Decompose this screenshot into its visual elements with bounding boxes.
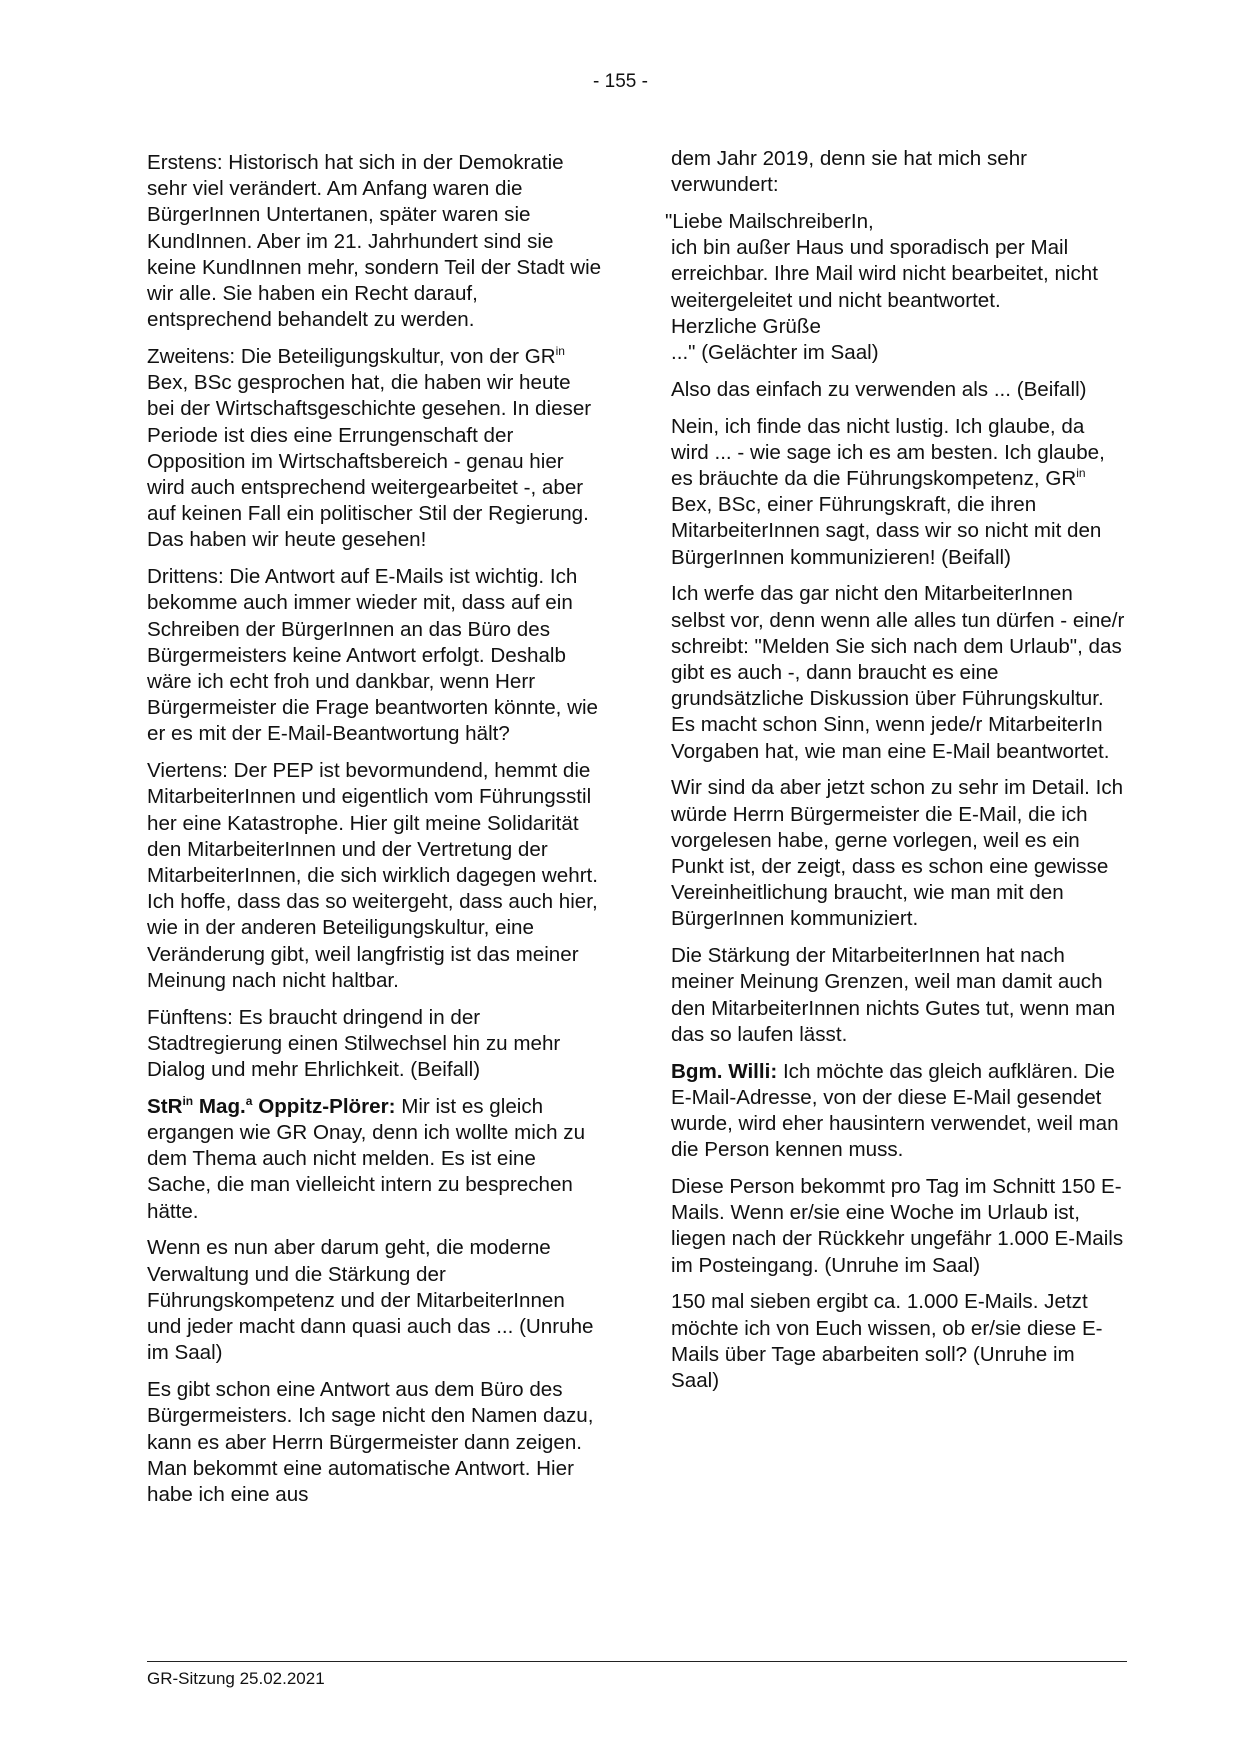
superscript: in — [1076, 466, 1086, 481]
right-column — [665, 146, 1127, 1405]
quote-line: Herzliche Grüße — [671, 314, 821, 338]
text-run: Oppitz-Plörer: — [252, 1094, 396, 1118]
paragraph-staerkung: Die Stärkung der MitarbeiterInnen hat nach meiner Meinung Grenzen, weil man damit auch den MitarbeiterInnen nichts Gutes tut, wenn man das so laufen lässt. — [671, 944, 1116, 1046]
text-run: Nein, ich finde das nicht lustig. Ich glaube, da wird ... - wie sage ich es am besten. Ich glaube, es bräuchte da die Führungskompetenz, GR — [671, 414, 1105, 491]
text-run: Mag. — [193, 1094, 246, 1118]
paragraph-drittens: Drittens: Die Antwort auf E-Mails ist wichtig. Ich bekomme auch immer wieder mit, dass auf ein Schreiben der BürgerInnen an das Büro des Bürgermeisters keine Antwort erfolgt. Deshalb wäre ich echt froh und dankbar, wenn Herr Bürgermeister die Frage beantworten könnte, wie er es mit der E-Mail-Beantwortung hält? — [147, 565, 599, 746]
quote-line: ..." (Gelächter im Saal) — [671, 341, 879, 365]
superscript: in — [555, 344, 565, 359]
footer-session-label: GR-Sitzung 25.02.2021 — [147, 1669, 325, 1688]
paragraph-ich-werfe: Ich werfe das gar nicht den MitarbeiterInnen selbst vor, denn wenn alle alles tun dürfen - eine/r schreibt: "Melden Sie sich nach dem Urlaub", das gibt es auch -, dann braucht es eine grundsätzliche Diskussion über Führungskultur. Es macht schon Sinn, wenn jede/r MitarbeiterIn Vorgaben hat, wie man eine E-Mail beantwortet. — [671, 582, 1125, 763]
paragraph-moderne-verwaltung: Wenn es nun aber darum geht, die moderne Verwaltung und die Stärkung der Führungskompetenz und der MitarbeiterInnen und jeder macht dann quasi auch das ... (Unruhe im Saal) — [147, 1236, 594, 1365]
speaker-name: Bgm. Willi: — [671, 1059, 778, 1083]
paragraph-diese-person: Diese Person bekommt pro Tag im Schnitt 150 E-Mails. Wenn er/sie eine Woche im Urlaub ist, liegen nach der Rückkehr ungefähr 1.000 E-Mails im Posteingang. (Unruhe im Saal) — [671, 1175, 1124, 1277]
quote-line: "Liebe MailschreiberIn, — [665, 210, 874, 233]
paragraph-zweitens — [147, 344, 603, 554]
superscript: a — [245, 1093, 253, 1108]
text-run: Bex, BSc, einer Führungskraft, die ihren MitarbeiterInnen sagt, dass wir so nicht mit den BürgerInnen kommunizieren! (Beifall) — [671, 493, 1102, 569]
text-run: Mir ist es gleich ergangen wie GR Onay, denn ich wollte mich zu dem Thema auch nicht melden. Es ist eine Sache, die man vielleicht intern zu besprechen hätte. — [147, 1094, 586, 1223]
text-run: StR — [147, 1094, 183, 1118]
footer-divider — [147, 1661, 1127, 1662]
text-run: Zweitens: Die Beteiligungskultur, von der GR — [147, 345, 556, 369]
superscript: in — [182, 1093, 194, 1108]
paragraph-bgm-willi — [671, 1059, 1127, 1164]
paragraph-nein — [671, 414, 1127, 571]
text-run: Ich möchte das gleich aufklären. Die E-Mail-Adresse, von der diese E-Mail gesendet wurde, wird eher hausintern verwendet, weil man die Person kennen muss. — [671, 1059, 1119, 1162]
paragraph-oppitz-ploerer — [147, 1094, 603, 1225]
paragraph-erstens: Erstens: Historisch hat sich in der Demokratie sehr viel verändert. Am Anfang waren die BürgerInnen Untertanen, später waren sie KundInnen. Aber im 21. Jahrhundert sind sie keine KundInnen mehr, sondern Teil der Stadt wie wir alle. Sie haben ein Recht darauf, entsprechend behandelt zu werden. — [147, 151, 602, 332]
text-run: Bex, BSc gesprochen hat, die haben wir heute bei der Wirtschaftsgeschichte gesehen. In dieser Periode ist dies eine Errungenschaft der Opposition im Wirtschaftsbereich - genau hier wird auch entsprechend weitergearbeitet -, aber auf keinen Fall ein politischer Stil der Regierung. Das haben wir heute gesehen! — [147, 371, 592, 552]
paragraph-antwort-buero: Es gibt schon eine Antwort aus dem Büro des Bürgermeisters. Ich sage nicht den Namen dazu, kann es aber Herrn Bürgermeister dann zeigen. Man bekommt eine automatische Antwort. Hier habe ich eine aus — [147, 1378, 594, 1506]
paragraph-jahr-2019: dem Jahr 2019, denn sie hat mich sehr verwundert: — [671, 147, 1028, 197]
quoted-email — [665, 209, 1127, 366]
left-column — [147, 150, 603, 1519]
page-number: - 155 - — [593, 71, 648, 92]
paragraph-150-mal: 150 mal sieben ergibt ca. 1.000 E-Mails. Jetzt möchte ich von Euch wissen, ob er/sie diese E-Mails über Tage abarbeiten soll? (Unruhe im Saal) — [671, 1290, 1103, 1393]
paragraph-also: Also das einfach zu verwenden als ... (Beifall) — [671, 377, 1087, 401]
paragraph-viertens: Viertens: Der PEP ist bevormundend, hemmt die MitarbeiterInnen und eigentlich vom Führungsstil her eine Katastrophe. Hier gilt meine Solidarität den MitarbeiterInnen und der Vertretung der MitarbeiterInnen, die sich wirklich dagegen wehrt. Ich hoffe, dass das so weitergeht, dass auch hier, wie in der anderen Beteiligungskultur, eine Veränderung gibt, weil langfristig ist das meiner Meinung nach nicht haltbar. — [147, 759, 599, 992]
quote-line: ich bin außer Haus und sporadisch per Mail erreichbar. Ihre Mail wird nicht bearbeitet, nicht weitergeleitet und nicht beantwortet. — [671, 236, 1098, 312]
speaker-name — [147, 1095, 395, 1118]
paragraph-fuenftens: Fünftens: Es braucht dringend in der Stadtregierung einen Stilwechsel hin zu mehr Dialog und mehr Ehrlichkeit. (Beifall) — [147, 1005, 561, 1082]
paragraph-wir-sind: Wir sind da aber jetzt schon zu sehr im Detail. Ich würde Herrn Bürgermeister die E-Mail, die ich vorgelesen habe, gerne vorlegen, weil es ein Punkt ist, der zeigt, dass es schon eine gewisse Vereinheitlichung braucht, wie man mit den BürgerInnen kommuniziert. — [671, 776, 1124, 931]
